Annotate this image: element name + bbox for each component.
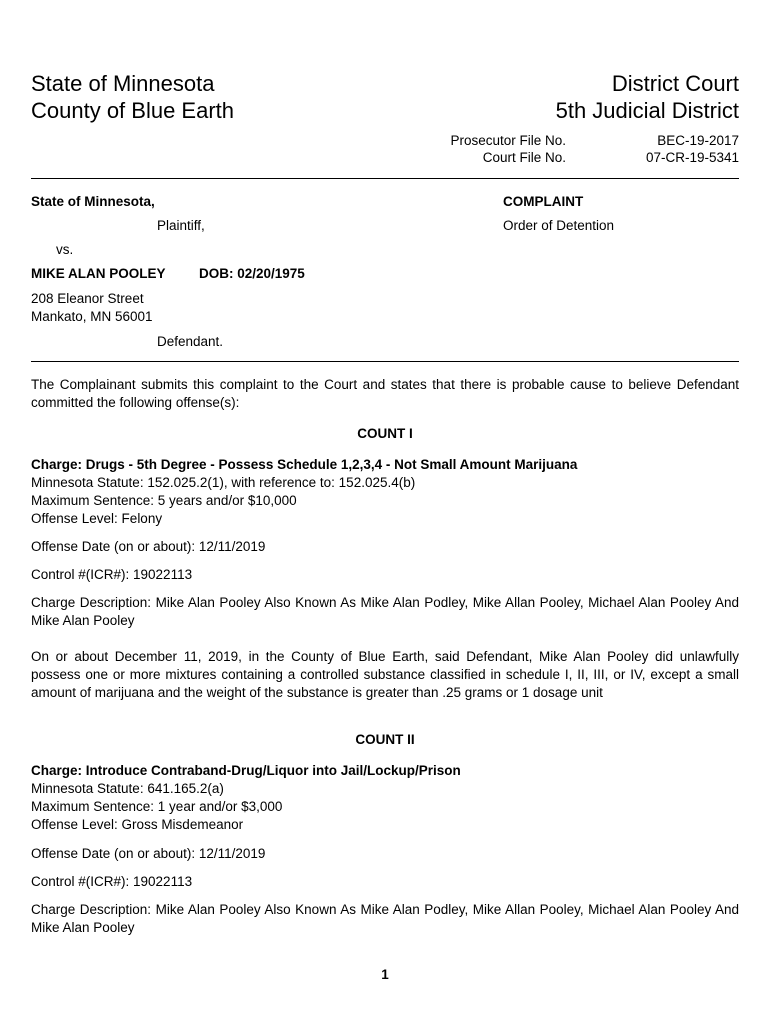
count-1-offense-level: Offense Level: Felony (31, 511, 163, 526)
county-heading: County of Blue Earth (31, 98, 235, 123)
defendant-dob: DOB: 02/20/1975 (199, 266, 305, 281)
caption-divider (31, 361, 739, 362)
count-2-charge: Charge: Introduce Contraband-Drug/Liquor into Jail/Lockup/Prison (31, 763, 461, 778)
count-2-control-number: Control #(ICR#): 19022113 (31, 874, 193, 889)
court-file-value: 07-CR-19-5341 (645, 150, 739, 165)
count-2-heading: COUNT II (355, 732, 415, 747)
count-2-description: Charge Description: Mike Alan Pooley Also Known As Mike Alan Podley, Mike Allan Pooley, Michael Alan Pooley And Mike Alan Pooley (31, 902, 739, 935)
court-heading: District Court (611, 71, 739, 96)
count-2-max-sentence: Maximum Sentence: 1 year and/or $3,000 (31, 799, 283, 814)
count-1-max-sentence: Maximum Sentence: 5 years and/or $10,000 (31, 493, 297, 508)
defendant-address-line2: Mankato, MN 56001 (31, 309, 153, 324)
count-2-statute: Minnesota Statute: 641.165.2(a) (31, 781, 224, 796)
district-heading: 5th Judicial District (555, 98, 739, 123)
document-type: COMPLAINT (503, 194, 584, 209)
header-divider (31, 178, 739, 179)
count-1-control-number: Control #(ICR#): 19022113 (31, 567, 193, 582)
count-1-narrative: On or about December 11, 2019, in the County of Blue Earth, said Defendant, Mike Alan Pooley did unlawfully possess one or more mixtures containing a controlled substance classified in schedule I, II, III, or IV, except a small amount of marijuana and the weight of the substance is greater than .25 grams or 1 dosage unit (31, 649, 739, 700)
page-number: 1 (381, 967, 389, 982)
versus-label: vs. (56, 242, 74, 257)
count-1-offense-date: Offense Date (on or about): 12/11/2019 (31, 539, 266, 554)
court-file-label: Court File No. (482, 150, 566, 165)
defendant-address-line1: 208 Eleanor Street (31, 291, 144, 306)
prosecutor-file-label: Prosecutor File No. (450, 133, 566, 148)
count-1-charge: Charge: Drugs - 5th Degree - Possess Schedule 1,2,3,4 - Not Small Amount Marijuana (31, 457, 578, 472)
plaintiff-role: Plaintiff, (157, 218, 205, 233)
defendant-name: MIKE ALAN POOLEY (31, 266, 166, 281)
state-heading: State of Minnesota (31, 71, 215, 96)
intro-paragraph: The Complainant submits this complaint to the Court and states that there is probable cause to believe Defendant committed the following offense(s): (31, 377, 739, 410)
plaintiff-name: State of Minnesota, (31, 194, 155, 209)
defendant-role: Defendant. (157, 334, 224, 349)
prosecutor-file-value: BEC-19-2017 (657, 133, 739, 148)
count-1-heading: COUNT I (357, 426, 413, 441)
count-2-offense-level: Offense Level: Gross Misdemeanor (31, 817, 244, 832)
count-1-description: Charge Description: Mike Alan Pooley Also Known As Mike Alan Podley, Mike Allan Pooley, Michael Alan Pooley And Mike Alan Pooley (31, 595, 739, 628)
count-2-offense-date: Offense Date (on or about): 12/11/2019 (31, 846, 266, 861)
document-subtype: Order of Detention (503, 218, 615, 233)
count-1-statute: Minnesota Statute: 152.025.2(1), with reference to: 152.025.4(b) (31, 475, 416, 490)
